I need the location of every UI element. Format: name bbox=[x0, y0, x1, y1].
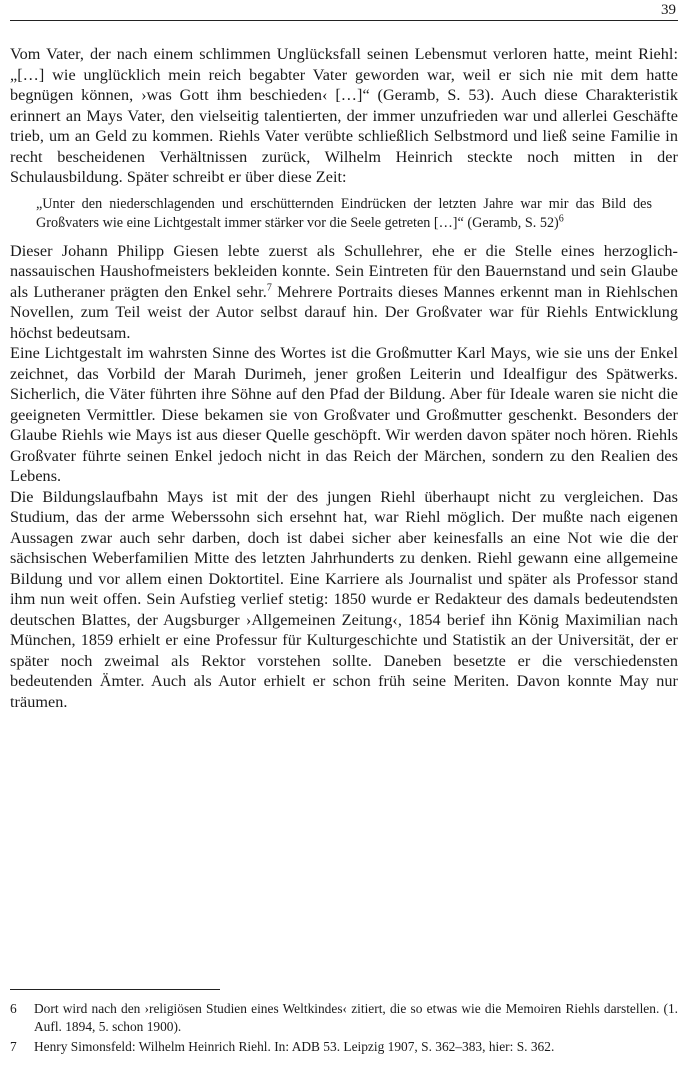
body-text bbox=[10, 44, 678, 712]
footnotes bbox=[10, 1000, 678, 1059]
footnote-ref-7[interactable]: 7 bbox=[266, 282, 272, 294]
paragraph-2-part-2: Mehrere Portraits dieses Mannes erkennt man in Riehlschen Novellen, zum Teil weist der Autor selbst darauf hin. Der Großvater war für Riehls Entwicklung höchst bedeutsam. bbox=[10, 282, 678, 342]
paragraph-2-part-1: Dieser Johann Philipp Giesen lebte zuerst als Schullehrer, ehe er die Stelle eines herzoglich-nassauischen Haushofmeisters bekleiden konnte. Sein Eintreten für den Bauernstand und sein Glaube als Lutheraner prägten den Enkel sehr. bbox=[10, 241, 678, 301]
block-quote bbox=[36, 195, 652, 233]
paragraph-2 bbox=[10, 241, 678, 344]
paragraph-4: Die Bildungslaufbahn Mays ist mit der des jungen Riehl überhaupt nicht zu vergleichen. Das Studium, das der arme Weberssohn sich ersehnt hat, war Riehl möglich. Der mußte nach eigenen Aussagen zwar auch sehr darben, doch ist dabei sicher aber keinesfalls an eine Not wie die der sächsischen Weberfamilien Mitte des letzten Jahrhunderts zu denken. Riehl gewann eine allgemeine Bildung und vor allem einen Doktortitel. Eine Karriere als Journalist und später als Professor stand ihm nun weit offen. Sein Aufstieg verlief stetig: 1850 wurde er Redakteur des damals bedeutendsten deutschen Blattes, der Augsburger ›Allgemeinen Zeitung‹, 1854 berief ihn König Maximilian nach München, 1859 erhielt er eine Professur für Kulturgeschichte und Statistik an der Universität, der er später noch zweimal als Rektor vorstehen sollte. Daneben besetzte er die verschiedensten bedeutenden Ämter. Auch als Autor erhielt er schon früh seine Meriten. Davon konnte May nur träumen. bbox=[10, 487, 678, 711]
footnote-6 bbox=[10, 1000, 678, 1035]
footnote-text: Dort wird nach den ›religiösen Studien eines Weltkindes‹ zitiert, die so etwas wie die Memoiren Riehls darstellen. (1. Aufl. 1894, 5. schon 1900). bbox=[34, 1001, 678, 1034]
footnote-text: Henry Simonsfeld: Wilhelm Heinrich Riehl. In: ADB 53. Leipzig 1907, S. 362–383, hier: S. 362. bbox=[34, 1039, 555, 1054]
footnote-number: 6 bbox=[10, 1001, 17, 1016]
header-rule bbox=[10, 20, 678, 21]
page-number: 39 bbox=[661, 2, 676, 18]
paragraph-3: Eine Lichtgestalt im wahrsten Sinne des Wortes ist die Großmutter Karl Mays, wie sie uns der Enkel zeichnet, das Vorbild der Marah Durimeh, jener großen Leiterin und Idealfigur des Spätwerks. Sicherlich, die Väter führten ihre Söhne auf den Pfad der Bildung. Aber für Ideale waren sie nicht die geeigneten Vermittler. Diese bekamen sie von Großvater und Großmutter geschenkt. Besonders der Glaube Riehls wie Mays ist aus dieser Quelle geschöpft. Wir werden davon später noch hören. Riehls Großvater führte seinen Enkel jedoch nicht in das Reich der Märchen, sondern zu den Realien des Lebens. bbox=[10, 344, 678, 485]
footnote-number: 7 bbox=[10, 1039, 17, 1054]
paragraph-1: Vom Vater, der nach einem schlimmen Unglücksfall seinen Lebensmut verloren hatte, meint Riehl: „[…] wie unglücklich mein reich begabter Vater geworden war, weil er sich nie mit dem hatte begnügen können, ›was Gott ihm beschieden‹ […]“ (Geramb, S. 53). Auch diese Charakteristik erinnert an Mays Vater, den vielseitig talentierten, der immer unzufrieden war und allerlei Geschäfte trieb, um an Geld zu kommen. Riehls Vater verübte schließlich Selbstmord und ließ seine Familie in recht bescheidenen Verhältnissen zurück, Wilhelm Heinrich steckte noch mitten in der Schulausbildung. Später schreibt er über diese Zeit: bbox=[10, 45, 678, 186]
quote-text: „Unter den niederschlagenden und erschütternden Eindrücken der letzten Jahre war mir das Bild des Großvaters wie eine Lichtgestalt immer stärker vor die Seele getreten […]“ (Geramb, S. 52) bbox=[36, 195, 652, 231]
footnote-ref-6[interactable]: 6 bbox=[558, 212, 564, 224]
footnote-7 bbox=[10, 1038, 678, 1056]
footnote-rule bbox=[10, 989, 220, 990]
